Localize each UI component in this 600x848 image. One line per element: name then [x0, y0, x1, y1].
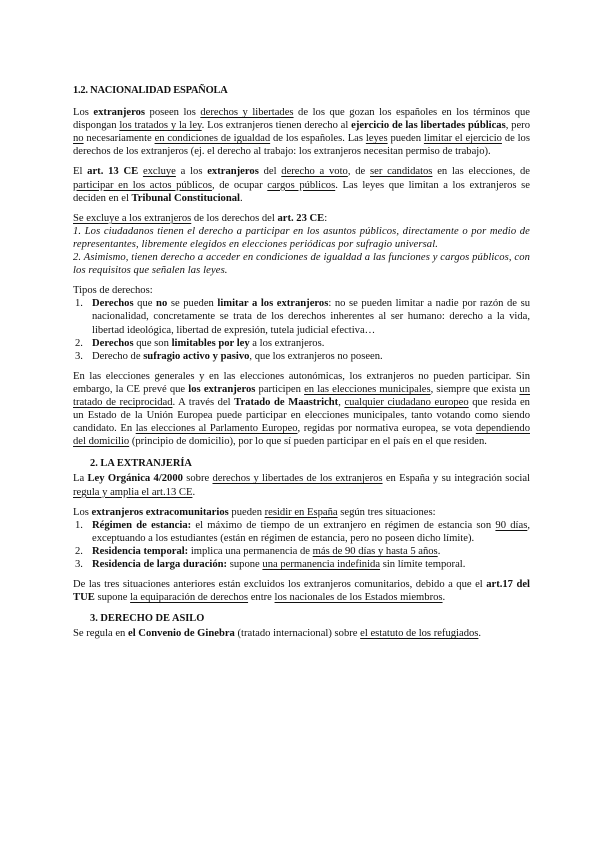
paragraph-extranjeros-derechos: Los extranjeros poseen los derechos y libertades de los que gozan los españoles en los términos que dispongan los tratados y la ley. Los extranjeros tienen derecho al ejercicio de las libertades públicas, pero no necesariamente en condiciones de igualdad de los españoles. Las leyes pueden limitar el ejercicio de los derechos de los extranjeros (ej. el derecho al trabajo: los extranjeros necesitan permiso de trabajo).: [73, 107, 531, 158]
quote-art23-1: 1. Los ciudadanos tienen el derecho a participar en los asuntos públicos, directamente o por medio de representantes, libremente elegidos en elecciones periódicas por sufragio universal.: [73, 225, 530, 250]
tipos-derechos-intro: Tipos de derechos:: [73, 285, 153, 297]
paragraph-ley-organica: La Ley Orgánica 4/2000 sobre derechos y libertades de los extranjeros en España y su integración social regula y amplia el art.13 CE.: [73, 473, 531, 498]
quote-art23-2: 2. Asimismo, tienen derecho a acceder en condiciones de igualdad a las funciones y cargos públicos, con los requisitos que señalen las leyes.: [73, 252, 530, 277]
section-heading-asilo: 3. DERECHO DE ASILO: [90, 613, 205, 625]
section-heading-nacionalidad: 1.2. NACIONALIDAD ESPAÑOLA: [73, 85, 228, 96]
paragraph-art13: El art. 13 CE excluye a los extranjeros del derecho a voto, de ser candidatos en las elecciones, de participar en los actos públicos, de ocupar cargos públicos. Las leyes que limitan a los extranjeros se deciden en el Tribunal Constitucional.: [73, 166, 530, 204]
list-item: 1. Régimen de estancia: el máximo de tiempo de un extranjero en régimen de estancia son 90 días, exceptuando a los estudiantes (están en régimen de estancia, pero no poseen dicho límite).: [75, 519, 530, 544]
list-item: 2. Residencia temporal: implica una permanencia de más de 90 días y hasta 5 años.: [75, 545, 441, 557]
list-item: 1. Derechos que no se pueden limitar a los extranjeros: no se pueden limitar a nadie por razón de su nacionalidad, concretamente se trata de los derechos inherentes al ser humano: derecho a la vida, libertad ideológica, libertad de expresión, tutela judicial efectiva…: [75, 298, 530, 336]
document-page: [73, 84, 530, 640]
section-heading-extranjeria: 2. LA EXTRANJERÍA: [90, 458, 192, 470]
paragraph-extracomunitarios: Los extranjeros extracomunitarios pueden residir en España según tres situaciones:: [73, 506, 436, 518]
list-item: 3. Residencia de larga duración: supone una permanencia indefinida sin límite temporal.: [75, 559, 466, 570]
list-item: 3. Derecho de sufragio activo y pasivo, que los extranjeros no poseen.: [75, 350, 383, 362]
tipos-derechos-list: [73, 297, 530, 362]
paragraph-comunitarios: De las tres situaciones anteriores están excluidos los extranjeros comunitarios, debido a que el art.17 del TUE supone la equiparación de derechos entre los nacionales de los Estados miembros.: [73, 579, 530, 604]
situaciones-list: [73, 519, 530, 571]
paragraph-convenio-ginebra: Se regula en el Convenio de Ginebra (tratado internacional) sobre el estatuto de los refugiados.: [73, 628, 482, 640]
paragraph-elecciones: En las elecciones generales y en las elecciones autonómicas, los extranjeros no pueden participar. Sin embargo, la CE prevé que los extranjeros participen en las elecciones municipales, siempre que exista un tratado de reciprocidad. A través del Tratado de Maastricht, cualquier ciudadano europeo que resida en un Estado de la Unión Europea puede participar en elecciones municipales, tanto votando como siendo candidato. En las elecciones al Parlamento Europeo, regidas por normativa europea, se vota dependiendo del domicilio (principio de domicilio), por lo que sí pueden participar en el país en el que residen.: [73, 370, 530, 448]
list-item: 2. Derechos que son limitables por ley a los extranjeros.: [75, 337, 325, 349]
paragraph-art23-intro: Se excluye a los extranjeros de los derechos del art. 23 CE:: [73, 212, 328, 224]
